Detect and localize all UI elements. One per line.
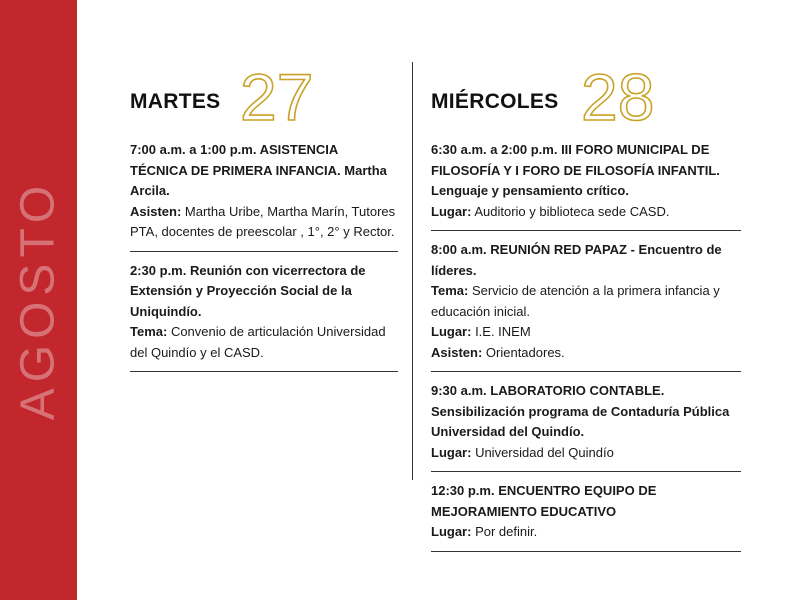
detail-value: I.E. INEM [471,324,531,339]
event-title: 6:30 a.m. a 2:00 p.m. III FORO MUNICIPAL DE FILOSOFÍA Y I FORO DE FILOSOFÍA INFANTIL. Lenguaje y pensamiento crítico. [431,142,720,198]
event-item [130,261,398,373]
month-label: AGOSTO [11,179,65,421]
event-detail [431,443,741,464]
detail-value: Auditorio y biblioteca sede CASD. [471,203,670,219]
detail-label: Lugar: [431,524,472,539]
event-item [431,381,741,472]
detail-label: Lugar: [431,444,472,460]
day-name: MIÉRCOLES [431,90,559,113]
detail-label: Lugar: [431,203,472,219]
day-number: 27 [240,60,314,134]
detail-label: Asisten: [130,203,182,219]
event-item [431,481,741,552]
event-detail [130,322,398,363]
detail-value: Martha Uribe, Martha Marín, Tutores PTA, docentes de preescolar , 1°, 2° y Rector. [130,203,396,239]
event-detail [431,522,741,543]
event-title: 2:30 p.m. Reunión con vicerrectora de Extensión y Proyección Social de la Uniquindío. [130,262,366,319]
detail-value: Orientadores. [482,344,565,360]
event-detail [431,281,741,322]
event-title: 8:00 a.m. REUNIÓN RED PAPAZ - Encuentro de líderes. [431,242,722,278]
day-number: 28 [581,60,655,134]
detail-value: Servicio de atención a la primera infancia y educación inicial. [431,283,720,319]
sidebar-month-band [0,0,77,600]
event-item [130,140,398,252]
event-title: 7:00 a.m. a 1:00 p.m. ASISTENCIA TÉCNICA DE PRIMERA INFANCIA. Martha Arcila. [130,142,387,198]
day-column-wednesday [431,60,741,561]
detail-label: Lugar: [431,324,472,339]
detail-value: Universidad del Quindío [471,444,614,460]
day-header [431,60,741,140]
event-detail [431,322,741,343]
event-detail [431,202,741,223]
detail-label: Tema: [431,283,469,298]
detail-value: Por definir. [471,524,538,539]
detail-label: Asisten: [431,344,483,360]
event-detail [431,343,741,364]
detail-label: Tema: [130,324,168,339]
detail-value: Convenio de articulación Universidad del Quindío y el CASD. [130,324,386,360]
event-item [431,140,741,231]
event-detail [130,202,398,243]
day-name: MARTES [130,90,221,113]
day-header [130,60,398,140]
event-title: 12:30 p.m. ENCUENTRO EQUIPO DE MEJORAMIENTO EDUCATIVO [431,483,657,519]
event-item [431,240,741,372]
event-title: 9:30 a.m. LABORATORIO CONTABLE. Sensibilización programa de Contaduría Pública Universidad del Quindío. [431,383,730,439]
column-divider [412,62,413,480]
day-column-tuesday [130,60,398,381]
